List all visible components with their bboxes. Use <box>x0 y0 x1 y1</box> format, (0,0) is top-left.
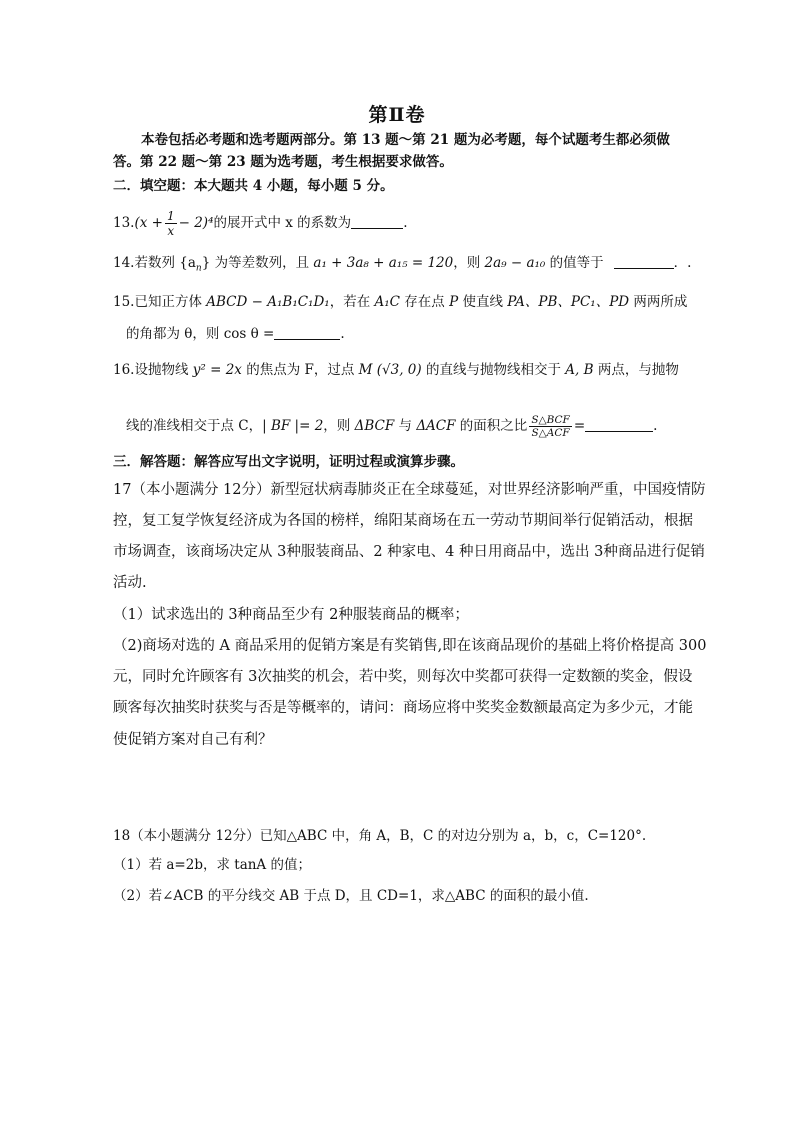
q18-line-1: 18（本小题满分 12分）已知△ABC 中，角 A，B，C 的对边分别为 a，b，c，C=120°. <box>113 828 647 844</box>
q17-part-2-line-3: 顾客每次抽奖时获奖与否是等概率的，请问：商场应将中奖奖金数额最高定为多少元，才能 <box>113 700 693 716</box>
q15-cube: ABCD − A₁B₁C₁D₁ <box>206 294 330 310</box>
q16-triangle-bcf: ΔBCF <box>354 418 395 434</box>
q18-part-2: （2）若∠ACB 的平分线交 AB 于点 D，且 CD=1，求△ABC 的面积的最小值. <box>113 888 589 904</box>
q14-text-c: ，则 <box>453 255 485 271</box>
q15-text-c: 存在点 <box>400 294 450 310</box>
q16-text-h: 的面积之比 <box>455 418 528 434</box>
q14-end: ．. <box>673 255 692 271</box>
q16-parabola: y² = 2x <box>192 362 242 378</box>
intro-line-1: 本卷包括必考题和选考题两部分。第 13 题～第 21 题为必考题，每个试题考生都必须做 <box>141 132 670 148</box>
question-13: 13.(x + $\frac{1}{x}$ − 2)⁴的展开式中 x 的系数为 . <box>113 209 408 238</box>
q14-text-a: 若数列 {a <box>134 255 196 271</box>
question-16-line-1 <box>113 360 679 380</box>
q16-point-m: M (√3, 0) <box>358 362 422 378</box>
q13-frac-num: 1 <box>166 209 175 223</box>
q15-text-b: ，若在 <box>329 294 375 310</box>
q16-text-d: 两点，与抛物 <box>593 362 679 378</box>
q16-ratio-den: S△ACF <box>531 427 570 439</box>
q13-expr-head: (x + <box>134 215 163 231</box>
question-14: 14.若数列 $\{a_n\}$ 为等差数列，且 a₁ + 3a₈ + a₁₅ = 120，则 2a₉ − a₁₀ 的值等于 ．. <box>113 255 692 274</box>
q15-text-d: 使直线 <box>458 294 508 310</box>
q15-text-e: 两两所成 <box>629 294 688 310</box>
q15-answer-blank <box>274 325 340 340</box>
q16-end: . <box>653 418 658 434</box>
q13-answer-blank <box>351 214 403 229</box>
q15-segment: A₁C <box>374 294 401 310</box>
q14-answer-blank <box>614 254 674 269</box>
q15-end: . <box>340 326 345 342</box>
q16-text-e: 线的准线相交于点 C， <box>126 418 263 434</box>
q15-point: P <box>449 294 459 310</box>
intro-line-2: 答。第 22 题～第 23 题为选考题，考生根据要求做答。 <box>113 154 453 170</box>
q13-text: 的展开式中 x 的系数为 <box>213 215 352 231</box>
q17-part-1: （1）试求选出的 3种商品至少有 2种服装商品的概率； <box>113 607 469 623</box>
q16-ratio-num: S△BCF <box>531 414 570 426</box>
page-title: 第Ⅱ卷 <box>368 104 426 126</box>
q16-answer-blank <box>585 417 653 432</box>
question-15-line-1 <box>113 292 687 312</box>
section-2-heading: 二．填空题：本大题共 4 小题，每小题 5 分。 <box>113 178 394 194</box>
q14-text-b: } 为等差数列，且 <box>201 255 314 271</box>
q17-line-3: 市场调查，该商场决定从 3种服装商品、2 种家电、4 种日用商品中，选出 3种商品进行促销 <box>113 544 705 560</box>
q15-lines: PA、PB、PC₁、PD <box>507 294 630 310</box>
q16-text-g: 与 <box>394 418 417 434</box>
q15-text-f: 的角都为 θ，则 cos θ = <box>126 326 275 342</box>
q15-text-a: 15.已知正方体 <box>113 294 207 310</box>
q17-line-4: 活动. <box>113 575 147 591</box>
q17-part-2-line-1: （2)商场对选的 A 商品采用的促销方案是有奖销售,即在该商品现价的基础上将价格提高 300 <box>113 638 707 654</box>
q16-text-f: ，则 <box>323 418 355 434</box>
q16-text-a: 16.设抛物线 <box>113 362 193 378</box>
question-15-line-2 <box>126 324 345 344</box>
q14-number: 14. <box>113 255 135 271</box>
q16-text-b: 的焦点为 F，过点 <box>241 362 359 378</box>
q17-line-2: 控，复工复学恢复经济成为各国的榜样，绵阳某商场在五一劳动节期间举行促销活动，根据 <box>113 513 693 529</box>
question-16-line-2 <box>126 414 657 439</box>
q14-expression: 2a₉ − a₁₀ <box>484 255 546 271</box>
q17-line-1: 17（本小题满分 12分）新型冠状病毒肺炎正在全球蔓延，对世界经济影响严重，中国疫情防 <box>113 482 706 498</box>
q16-triangle-acf: ΔACF <box>416 418 456 434</box>
q14-condition: a₁ + 3a₈ + a₁₅ = 120 <box>313 255 454 271</box>
q13-number: 13. <box>113 215 135 231</box>
q16-text-c: 的直线与抛物线相交于 <box>421 362 566 378</box>
section-3-heading: 三．解答题：解答应写出文字说明，证明过程或演算步骤。 <box>113 454 464 470</box>
q16-ratio-fraction <box>529 414 572 439</box>
q13-expr-tail: − 2)⁴ <box>178 215 214 231</box>
q18-part-1: （1）若 a=2b，求 tanA 的值； <box>113 857 311 873</box>
q16-equals: = <box>573 418 586 434</box>
q16-points-ab: A, B <box>565 362 594 378</box>
q17-part-2-line-4: 使促销方案对自己有利？ <box>113 732 273 748</box>
q16-bf: | BF |= 2 <box>262 418 324 434</box>
q14-text-d: 的值等于 <box>545 255 604 271</box>
q17-part-2-line-2: 元，同时允许顾客有 3次抽奖的机会，若中奖，则每次中奖都可获得一定数额的奖金，假设 <box>113 669 693 685</box>
q13-fraction <box>165 209 177 238</box>
q13-frac-den: x <box>167 224 175 238</box>
